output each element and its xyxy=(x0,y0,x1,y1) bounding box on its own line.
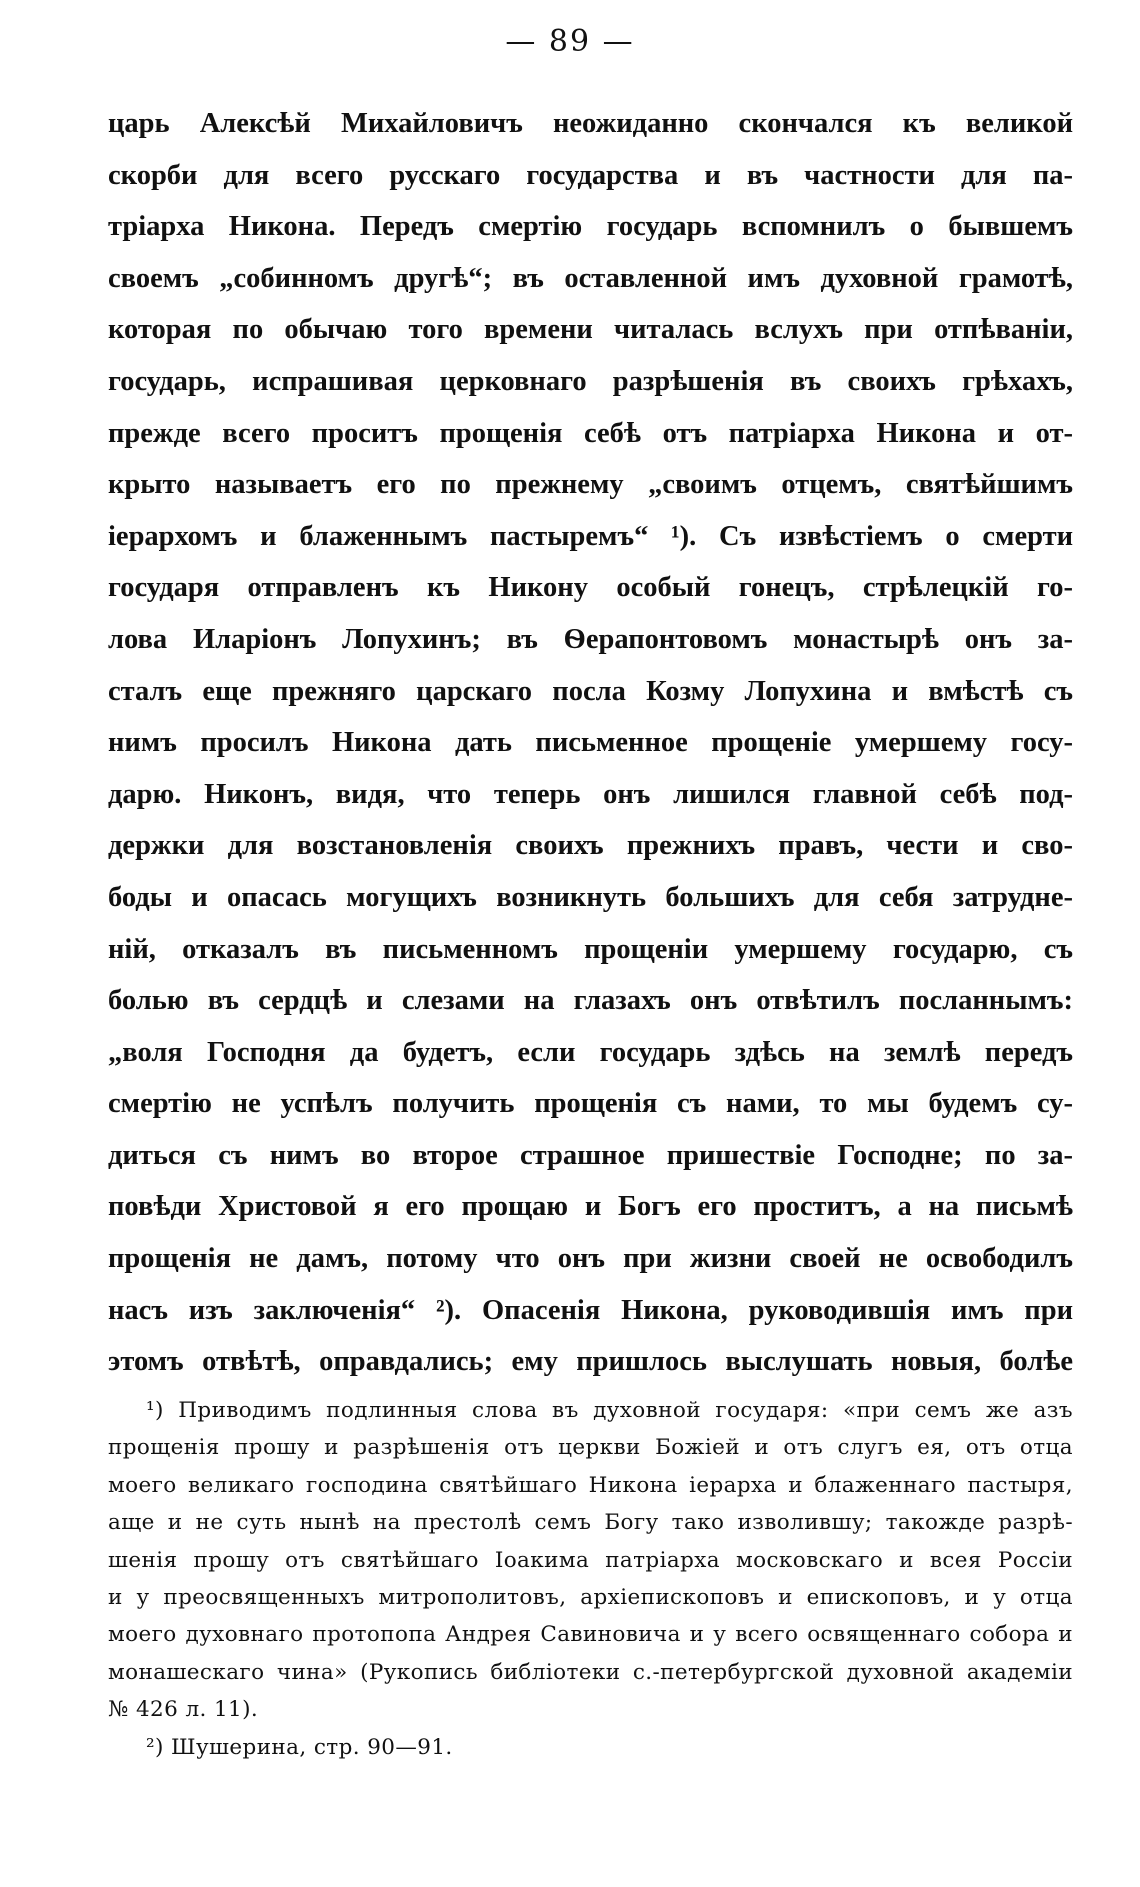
text-line: іерархомъ и блаженнымъ пастыремъ“ ¹). Съ извѣстіемъ о смерти xyxy=(108,520,1073,552)
text-line: держки для возстановленія своихъ прежнихъ правъ, чести и сво- xyxy=(108,830,1073,862)
footnotes xyxy=(108,1392,1073,1766)
text-line: „воля Господня да будетъ, если государь здѣсь на землѣ передъ xyxy=(108,1036,1073,1068)
footnote-1-line: прощенія прошу и разрѣшенія отъ церкви Божіей и отъ слугъ ея, отъ отца xyxy=(108,1435,1073,1461)
main-text-block xyxy=(108,98,1073,1388)
text-line: смертію не успѣлъ получить прощенія съ нами, то мы будемъ су- xyxy=(108,1088,1073,1120)
footnote-1-line: моего духовнаго протопопа Андрея Савиновича и у всего освященнаго собора и xyxy=(108,1622,1073,1648)
text-line: царь Алексѣй Михайловичъ неожиданно скончался къ великой xyxy=(108,108,1073,139)
text-line: сталъ еще прежняго царскаго посла Козму Лопухина и вмѣстѣ съ xyxy=(108,675,1073,707)
text-line: повѣди Христовой я его прощаю и Богъ его проститъ, а на письмѣ xyxy=(108,1191,1073,1223)
footnote-1-line: № 426 л. 11). xyxy=(108,1697,259,1723)
text-line: которая по обычаю того времени читалась вслухъ при отпѣваніи, xyxy=(108,314,1073,346)
text-line: прежде всего проситъ прощенія себѣ отъ патріарха Никона и от- xyxy=(108,417,1073,449)
footnote-1-line: моего великаго господина святѣйшаго Никона іерарха и блаженнаго пастыря, xyxy=(108,1472,1073,1498)
footnote-1-line: аще и не суть нынѣ на престолѣ семъ Богу тако изволившу; такожде разрѣ- xyxy=(108,1510,1073,1536)
footnote-1-line: монашескаго чина» (Рукопись библіотеки с.-петербургской духовной академіи xyxy=(108,1659,1073,1685)
footnote-1-line: ¹) Приводимъ подлинныя слова въ духовной государя: «при семъ же азъ xyxy=(146,1398,1073,1423)
text-line: государь, испрашивая церковнаго разрѣшенія въ своихъ грѣхахъ, xyxy=(108,365,1073,397)
text-line: своемъ „собинномъ другѣ“; въ оставленной имъ духовной грамотѣ, xyxy=(108,262,1073,294)
footnote-1-line: шенія прошу отъ святѣйшаго Іоакима патріарха московскаго и всея Россіи xyxy=(108,1547,1073,1573)
text-line: дарю. Никонъ, видя, что теперь онъ лишился главной себѣ под- xyxy=(108,778,1073,810)
text-line: насъ изъ заключенія“ ²). Опасенія Никона, руководившія имъ при xyxy=(108,1294,1073,1326)
text-line: диться съ нимъ во второе страшное пришествіе Господне; по за- xyxy=(108,1139,1073,1171)
text-line: этомъ отвѣтѣ, оправдались; ему пришлось выслушать новыя, болѣе xyxy=(108,1346,1073,1378)
footnote-2: ²) Шушерина, стр. 90—91. xyxy=(146,1734,453,1760)
text-line: лова Иларіонъ Лопухинъ; въ Ѳерапонтовомъ монастырѣ онъ за- xyxy=(108,623,1073,655)
text-line: нимъ просилъ Никона дать письменное прощеніе умершему госу- xyxy=(108,727,1073,759)
text-line: боды и опасась могущихъ возникнуть большихъ для себя затрудне- xyxy=(108,881,1073,913)
text-line: ній, отказалъ въ письменномъ прощеніи умершему государю, съ xyxy=(108,933,1073,965)
text-line: тріарха Никона. Передъ смертію государь вспомнилъ о бывшемъ xyxy=(108,211,1073,243)
text-line: болью въ сердцѣ и слезами на глазахъ онъ отвѣтилъ посланнымъ: xyxy=(108,985,1073,1017)
footnote-1-line: и у преосвященныхъ митрополитовъ, архіепископовъ и епископовъ, и у отца xyxy=(108,1584,1073,1610)
text-line: прощенія не дамъ, потому что онъ при жизни своей не освободилъ xyxy=(108,1243,1073,1275)
page-number: — 89 — xyxy=(505,24,635,59)
text-line: скорби для всего русскаго государства и въ частности для па- xyxy=(108,159,1073,191)
text-line: государя отправленъ къ Никону особый гонецъ, стрѣлецкій го- xyxy=(108,572,1073,604)
text-line: крыто называетъ его по прежнему „своимъ отцемъ, святѣйшимъ xyxy=(108,469,1073,501)
